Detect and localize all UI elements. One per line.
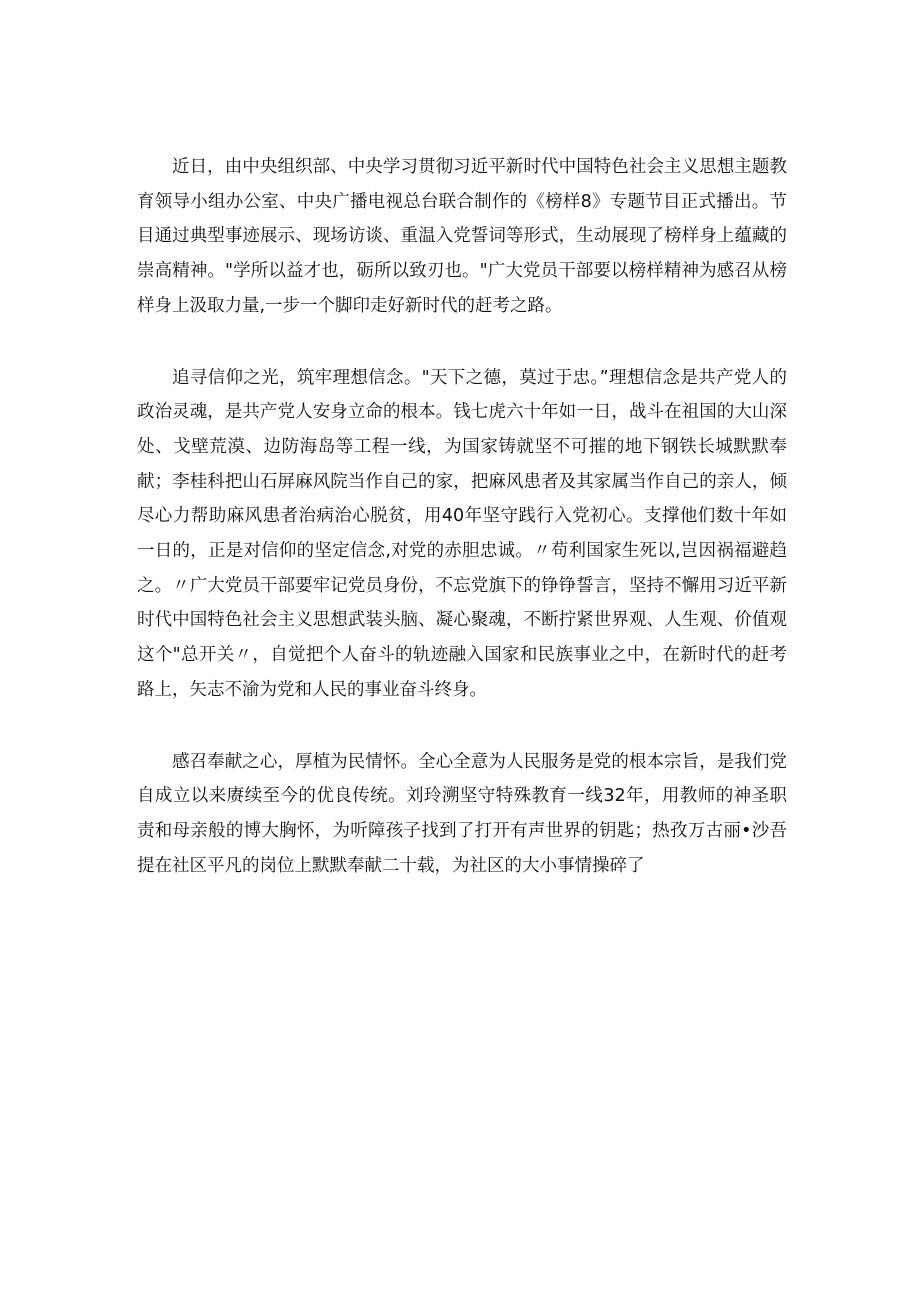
paragraph-1: 近日，由中央组织部、中央学习贯彻习近平新时代中国特色社会主义思想主题教育领导小组办公室、中央广播电视总台联合制作的《榜样8》专题节目正式播出。节目通过典型事迹展示、现场访谈、重温入党誓词等形式，生动展现了榜样身上蕴藏的崇高精神。"学所以益才也，砺所以致刃也。"广大党员干部要以榜样精神为感召从榜样身上汲取力量,一步一个脚印走好新时代的赶考之路。 bbox=[137, 157, 787, 316]
paragraph-3: 感召奉献之心，厚植为民情怀。全心全意为人民服务是党的根本宗旨，是我们党自成立以来赓续至今的优良传统。刘玲溯坚守特殊教育一线32年，用教师的神圣职责和母亲般的博大胸怀，为听障孩子找到了打开有声世界的钥匙；热孜万古丽•沙吾提在社区平凡的岗位上默默奉献二十载，为社区的大小事情操碎了 bbox=[137, 751, 787, 876]
document-body bbox=[137, 150, 787, 920]
paragraph-2: 追寻信仰之光，筑牢理想信念。"天下之德，莫过于忠。”理想信念是共产党人的政治灵魂，是共产党人安身立命的根本。钱七虎六十年如一日，战斗在祖国的大山深处、戈壁荒漠、边防海岛等工程一线，为国家铸就坚不可摧的地下钢铁长城默默奉献；李桂科把山石屏麻风院当作自己的家，把麻风患者及其家属当作自己的亲人，倾尽心力帮助麻风患者治病治心脱贫，用40年坚守践行入党初心。支撑他们数十年如一日的，正是对信仰的坚定信念,对党的赤胆忠诚。〃苟利国家生死以,岂因祸福避趋之。〃广大党员干部要牢记党员身份，不忘党旗下的铮铮誓言，坚持不懈用习近平新时代中国特色社会主义思想武装头脑、凝心聚魂，不断拧紧世界观、人生观、价值观这个"总开关〃，自觉把个人奋斗的轨迹融入国家和民族事业之中，在新时代的赶考路上，矢志不渝为党和人民的事业奋斗终身。 bbox=[137, 367, 787, 700]
